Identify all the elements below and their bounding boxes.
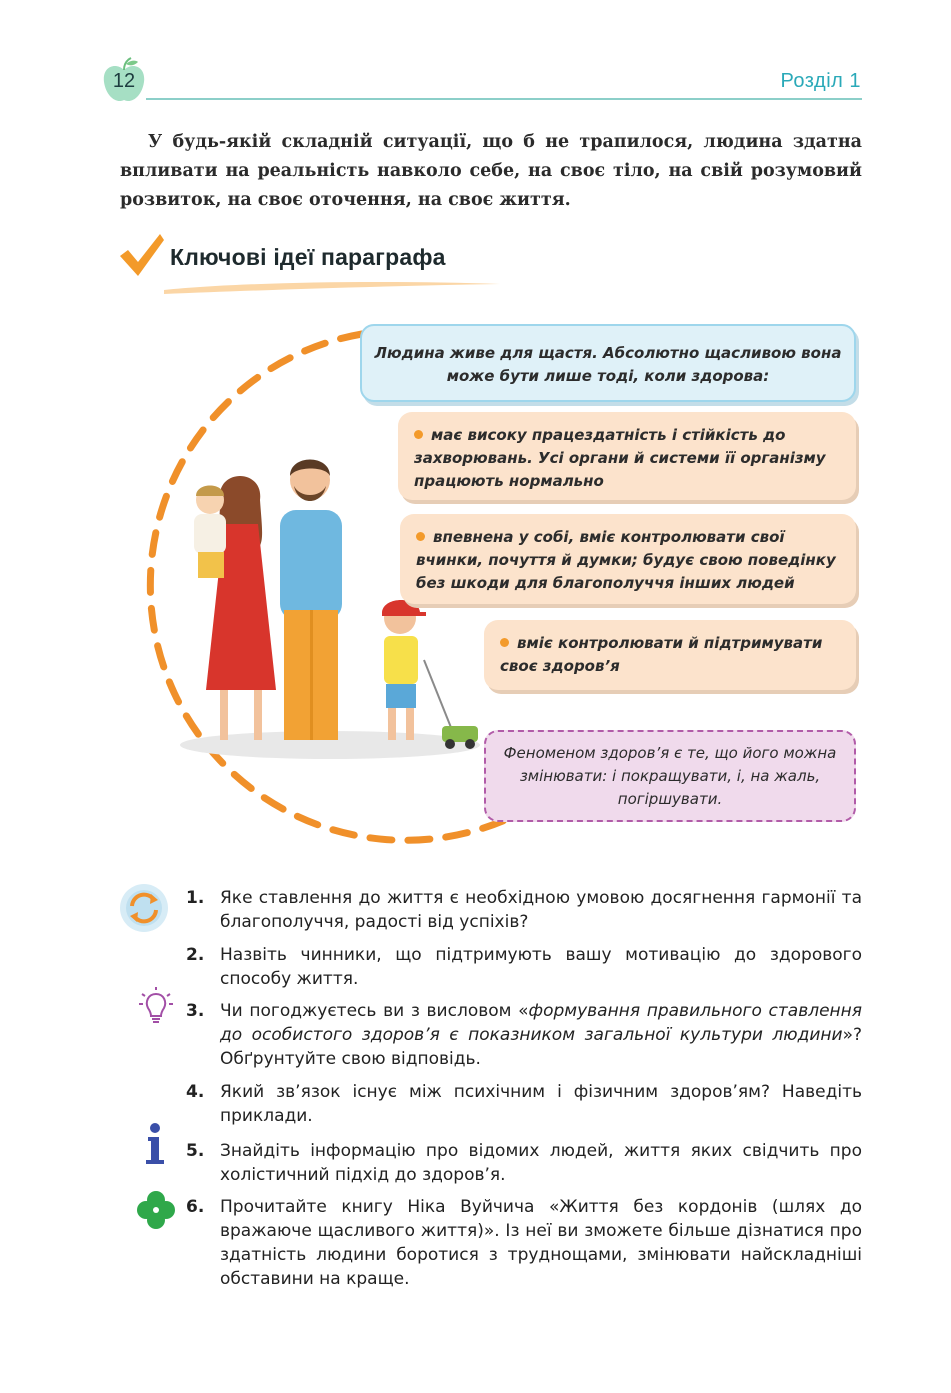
main-statement-box: [360, 324, 856, 402]
page-number: 12: [112, 70, 136, 92]
question-number: 4.: [186, 1082, 205, 1102]
lightbulb-icon: [138, 986, 174, 1024]
question-2: [186, 943, 862, 991]
idea-box-1: [398, 412, 856, 500]
main-statement: Людина живе для щастя. Абсолютно щасливою вона може бути лише тоді, коли здорова:: [374, 344, 842, 385]
question-4: [186, 1080, 862, 1128]
idea-text-3: вміє контролювати й підтримувати своє здоров’я: [500, 634, 823, 675]
info-icon: [140, 1122, 170, 1166]
section-label: Розділ 1: [780, 70, 861, 92]
idea-box-2: [400, 514, 856, 604]
checkmark-icon: [118, 232, 166, 278]
phenomenon-box: [484, 730, 856, 822]
question-number: 5.: [186, 1141, 205, 1161]
question-number: 1.: [186, 888, 205, 908]
idea-box-3: [484, 620, 856, 690]
bullet-icon: [500, 638, 509, 647]
question-text: Прочитайте книгу Ніка Вуйчича «Життя без кордонів (шлях до вражаюче щасливого життя)». Із неї ви зможете більше дізнатися про здатність людини боротися з труднощами, змінювати найскладніші обставини на краще.: [220, 1197, 862, 1289]
question-text: Яке ставлення до життя є необхідною умовою досягнення гармонії та благополуччя, радості від успіхів?: [220, 888, 862, 932]
question-number: 2.: [186, 945, 205, 965]
question-number: 6.: [186, 1197, 205, 1217]
bullet-icon: [416, 532, 425, 541]
question-1: [186, 886, 862, 934]
key-ideas-heading: Ключові ідеї параграфа: [170, 244, 446, 270]
idea-text-1: має високу працездатність і стійкість до захворювань. Усі органи й системи її організму працюють нормально: [414, 426, 826, 490]
question-number: 3.: [186, 1001, 205, 1021]
question-quote: формування правильного ставлення до особистого здоров’я є показником загальної культури людини: [220, 1001, 862, 1045]
question-text-end: »? Обґрунтуйте свою відповідь.: [220, 1025, 862, 1069]
clover-icon: [136, 1190, 176, 1230]
question-text: Який зв’язок існує між психічним і фізичним здоров’ям? Наведіть приклади.: [220, 1082, 862, 1126]
question-text: Назвіть чинники, що підтримують вашу мотивацію до здорового способу життя.: [220, 945, 862, 989]
refresh-icon: [118, 882, 170, 934]
heading-underline: [162, 276, 502, 296]
idea-text-2: впевнена у собі, вміє контролювати свої вчинки, почуття й думки; будує свою поведінку без шкоди для благополуччя інших людей: [416, 528, 836, 592]
question-text: [220, 999, 862, 1071]
phenomenon-text: Феноменом здоров’я є те, що його можна змінювати: і покращувати, і, на жаль, погіршувати.: [503, 744, 837, 808]
question-6: [186, 1195, 862, 1291]
bullet-icon: [414, 430, 423, 439]
question-text: Знайдіть інформацію про відомих людей, життя яких свідчить про холістичний підхід до здоров’я.: [220, 1141, 862, 1185]
header-rule: [146, 98, 862, 100]
question-3: [186, 999, 862, 1071]
intro-paragraph: У будь-якій складній ситуації, що б не трапилося, людина здатна впливати на реальність навколо себе, на своє тіло, на свій розумовий розвиток, на своє оточення, на своє життя.: [120, 132, 862, 210]
question-text-start: Чи погоджуєтесь ви з висловом «: [220, 1001, 529, 1021]
question-5: [186, 1139, 862, 1187]
